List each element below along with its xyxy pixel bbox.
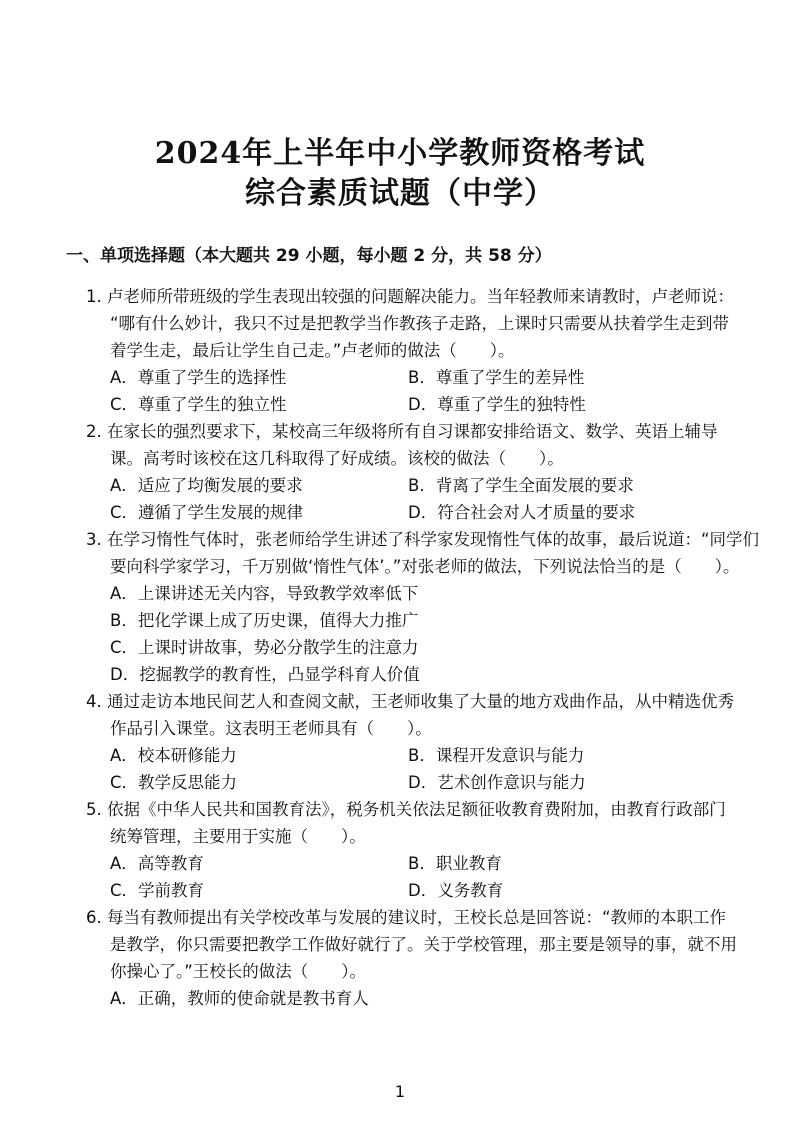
question-4-text-line: 4. 通过走访本地民间艺人和查阅文献，王老师收集了大量的地方戏曲作品，从中精选优秀 xyxy=(86,692,734,711)
question-1-text-line: “哪有什么妙计，我只不过是把教学当作教孩子走路，上课时只需要从扶着学生走到带 xyxy=(110,314,730,333)
question-1-option-a[interactable]: A．尊重了学生的选择性 xyxy=(110,368,287,387)
question-6-option-a[interactable]: A．正确，教师的使命就是教书育人 xyxy=(110,989,369,1008)
question-4-option-a[interactable]: A．校本研修能力 xyxy=(110,746,237,765)
question-5-options-row xyxy=(86,877,732,904)
exam-title-line1: 2024年上半年中小学教师资格考试 xyxy=(154,136,646,171)
section-heading: 一、单项选择题（本大题共 29 小题，每小题 2 分，共 58 分） xyxy=(66,246,552,266)
page-number: 1 xyxy=(394,1082,406,1101)
question-3-option-d[interactable]: D．挖掘教学的教育性，凸显学科育人价值 xyxy=(110,665,420,684)
question-2-option-c[interactable]: C．遵循了学生发展的规律 xyxy=(110,503,304,522)
question-3-option-b[interactable]: B．把化学课上成了历史课，值得大力推广 xyxy=(110,611,419,630)
question-1-option-d[interactable]: D．尊重了学生的独特性 xyxy=(408,395,586,414)
question-5-options-row xyxy=(86,850,732,877)
question-1-text-line: 着学生走，最后让学生自己走。”卢老师的做法（ ）。 xyxy=(110,341,515,360)
question-2-options-row xyxy=(86,499,732,526)
question-3-text-line: 3. 在学习惰性气体时，张老师给学生讲述了科学家发现惰性气体的故事，最后说道：“同学们 xyxy=(86,530,760,549)
question-5-text-line: 5. 依据《中华人民共和国教育法》，税务机关依法足额征收教育费附加，由教育行政部门 xyxy=(86,800,726,819)
question-4-options-row xyxy=(86,742,732,769)
question-1 xyxy=(86,283,732,418)
question-3-option-a[interactable]: A．上课讲述无关内容，导致教学效率低下 xyxy=(110,584,419,603)
question-3-option-c[interactable]: C．上课时讲故事，势必分散学生的注意力 xyxy=(110,638,419,657)
question-5-option-d[interactable]: D．义务教育 xyxy=(408,881,504,900)
question-5-text-line: 统筹管理，主要用于实施（ ）。 xyxy=(110,827,366,846)
question-2-option-b[interactable]: B．背离了学生全面发展的要求 xyxy=(408,476,634,495)
question-1-text-line: 1. 卢老师所带班级的学生表现出较强的问题解决能力。当年轻教师来请教时，卢老师说： xyxy=(86,287,734,306)
question-5 xyxy=(86,796,732,904)
question-2-text-line: 2. 在家长的强烈要求下，某校高三年级将所有自习课都安排给语文、数学、英语上辅导 xyxy=(86,422,718,441)
question-6-text-line: 是教学，你只需要把教学工作做好就行了。关于学校管理，那主要是领导的事，就不用 xyxy=(110,935,737,954)
question-1-option-c[interactable]: C．尊重了学生的独立性 xyxy=(110,395,287,414)
question-2-option-d[interactable]: D．符合社会对人才质量的要求 xyxy=(408,503,636,522)
question-2-option-a[interactable]: A．适应了均衡发展的要求 xyxy=(110,476,303,495)
question-2-text-line: 课。高考时该校在这几科取得了好成绩。该校的做法（ ）。 xyxy=(110,449,564,468)
question-2-options-row xyxy=(86,472,732,499)
question-1-options-row xyxy=(86,391,732,418)
question-4-option-c[interactable]: C．教学反思能力 xyxy=(110,773,238,792)
question-1-options-row xyxy=(86,364,732,391)
question-4-option-b[interactable]: B．课程开发意识与能力 xyxy=(408,746,585,765)
question-4-option-d[interactable]: D．艺术创作意识与能力 xyxy=(408,773,586,792)
question-4-options-row xyxy=(86,769,732,796)
question-3-text-line: 要向科学家学习，千万别做‘惰性气体’。”对张老师的做法，下列说法恰当的是（ ）。 xyxy=(110,557,740,576)
question-2 xyxy=(86,418,732,526)
question-6-text-line: 6. 每当有教师提出有关学校改革与发展的建议时，王校长总是回答说：“教师的本职工作 xyxy=(86,908,727,927)
question-5-option-c[interactable]: C．学前教育 xyxy=(110,881,205,900)
exam-title-line2: 综合素质试题（中学） xyxy=(245,176,555,211)
question-5-option-b[interactable]: B．职业教育 xyxy=(408,854,502,873)
question-3 xyxy=(86,526,760,688)
question-6-text-line: 你操心了。”王校长的做法（ ）。 xyxy=(110,962,367,981)
question-1-option-b[interactable]: B．尊重了学生的差异性 xyxy=(408,368,585,387)
question-6 xyxy=(86,904,737,1012)
question-4 xyxy=(86,688,732,796)
question-5-option-a[interactable]: A．高等教育 xyxy=(110,854,204,873)
question-4-text-line: 作品引入课堂。这表明王老师具有（ ）。 xyxy=(110,719,432,738)
